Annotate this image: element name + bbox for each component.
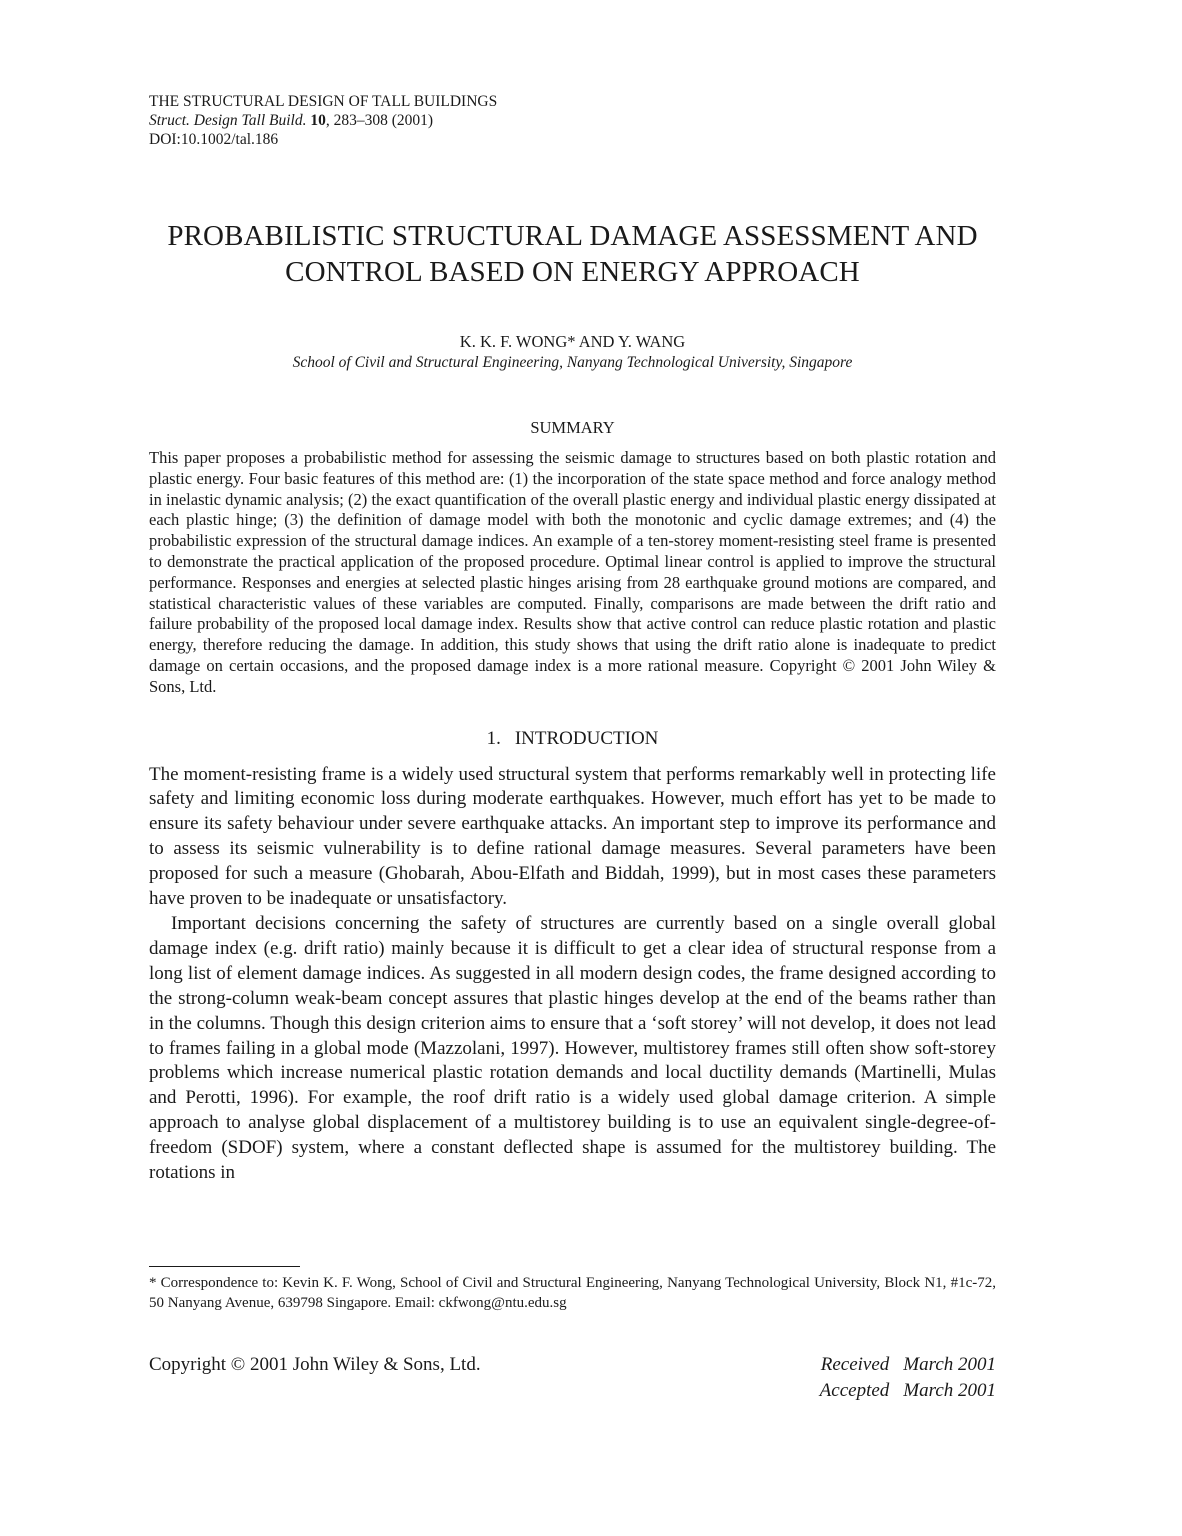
received-line	[820, 1352, 996, 1378]
title-line-2: CONTROL BASED ON ENERGY APPROACH	[285, 256, 860, 288]
citation-volume: 10	[310, 112, 326, 129]
title-line-1: PROBABILISTIC STRUCTURAL DAMAGE ASSESSMENT AND	[167, 220, 978, 252]
received-accepted-dates	[820, 1352, 996, 1404]
paper-page	[149, 92, 996, 1186]
journal-doi: DOI:10.1002/tal.186	[149, 131, 279, 148]
summary-text: This paper proposes a probabilistic method for assessing the seismic damage to structures based on both plastic rotation and plastic energy. Four basic features of this method are: (1) the incorporation of the state space method and force analogy method in inelastic dynamic analysis; (2) the exact quantification of the overall plastic energy and individual plastic energy dissipated at each plastic hinge; (3) the definition of damage model with both the monotonic and cyclic damage extremes; and (4) the probabilistic expression of the structural damage indices. An example of a ten-storey moment-resisting steel frame is presented to demonstrate the practical application of the proposed procedure. Optimal linear control is applied to improve the structural performance. Responses and energies at selected plastic hinges arising from 28 earthquake ground motions are compared, and statistical characteristic values of these variables are computed. Finally, comparisons are made between the drift ratio and failure probability of the proposed local damage index. Results show that active control can reduce plastic rotation and plastic energy, therefore reducing the damage. In addition, this study shows that using the drift ratio alone is inadequate to predict damage on certain occasions, and the proposed damage index is a more rational measure. Copyright © 2001 John Wiley & Sons, Ltd.	[149, 448, 996, 696]
citation-pages: , 283–308 (2001)	[325, 112, 434, 129]
intro-paragraph-2: Important decisions concerning the safety of structures are currently based on a single overall global damage index (e.g. drift ratio) mainly because it is difficult to get a clear idea of structural response from a long list of element damage indices. As suggested in all modern design codes, the frame designed according to the strong-column weak-beam concept assures that plastic hinges develop at the end of the beams rather than in the columns. Though this design criterion aims to ensure that a ‘soft storey’ will not develop, it does not lead to frames failing in a global mode (Mazzolani, 1997). However, multistorey frames still often show soft-storey problems which increase numerical plastic rotation demands and local ductility demands (Martinelli, Mulas and Perotti, 1996). For example, the roof drift ratio is a widely used global damage criterion. A simple approach to analyse global displacement of a multistorey building is to use an equivalent single-degree-of-freedom (SDOF) system, where a constant deflected shape is assumed for the multistorey building. The rotations in	[149, 913, 996, 1184]
summary-heading: SUMMARY	[530, 418, 615, 437]
accepted-line	[820, 1378, 996, 1404]
received-date: March 2001	[903, 1354, 996, 1375]
paper-title	[149, 218, 996, 290]
authors: K. K. F. WONG* AND Y. WANG	[459, 332, 686, 351]
introduction-body	[149, 763, 996, 1186]
affiliation: School of Civil and Structural Engineering, Nanyang Technological University, Singapore	[292, 354, 853, 371]
received-label: Received	[820, 1354, 890, 1375]
accepted-date: March 2001	[903, 1380, 996, 1401]
citation-abbrev: Struct. Design Tall Build.	[149, 112, 307, 129]
footnote-rule	[149, 1266, 300, 1267]
journal-citation	[149, 111, 996, 130]
section-heading-introduction	[149, 727, 996, 751]
intro-paragraph-1: The moment-resisting frame is a widely used structural system that performs remarkably well in protecting life safety and limiting economic loss during moderate earthquakes. However, much effort has yet to be made to ensure its safety behaviour under severe earthquake attacks. An important step to improve its performance and to assess its seismic vulnerability is to define rational damage measures. Several parameters have been proposed for such a measure (Ghobarah, Abou-Elfath and Biddah, 1999), but in most cases these parameters have proven to be inadequate or unsatisfactory.	[149, 763, 996, 910]
accepted-label: Accepted	[819, 1380, 890, 1401]
correspondence-footnote: * Correspondence to: Kevin K. F. Wong, School of Civil and Structural Engineering, Nanyang Technological University, Block N1, #1c-72, 50 Nanyang Avenue, 639798 Singapore. Email: ckfwong@ntu.edu.sg	[149, 1275, 996, 1311]
journal-name: THE STRUCTURAL DESIGN OF TALL BUILDINGS	[149, 93, 498, 110]
copyright-footer: Copyright © 2001 John Wiley & Sons, Ltd.	[149, 1354, 481, 1375]
section-number: 1.	[486, 727, 501, 749]
journal-header	[149, 92, 996, 149]
section-title: INTRODUCTION	[514, 727, 659, 749]
